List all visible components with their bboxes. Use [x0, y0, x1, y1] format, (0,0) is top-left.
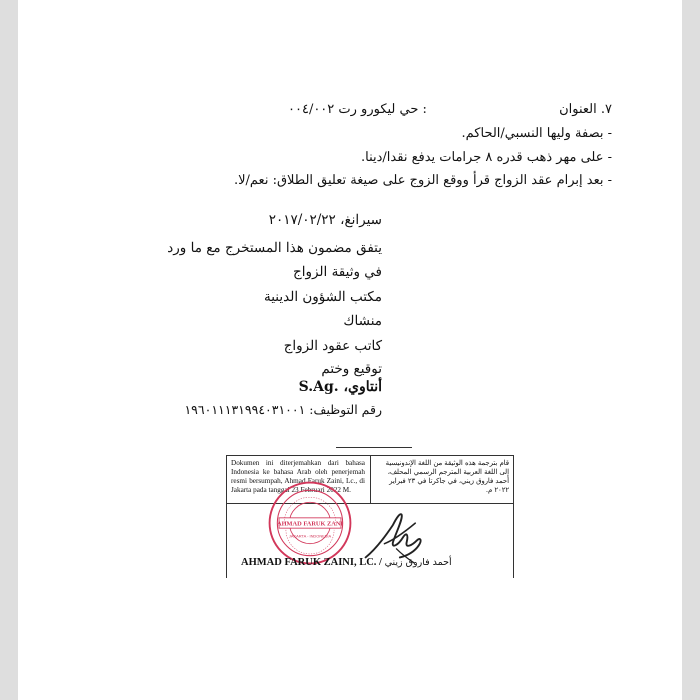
address-label: ٧. العنوان [559, 102, 612, 117]
employee-id: رقم التوظيف: ١٩٦٠١١١٣١٩٩٤٠٣١٠٠١ [184, 402, 382, 417]
condition-dowry: - على مهر ذهب قدره ٨ جرامات يدفع نقدا/دينا. [361, 150, 612, 165]
office-name: مكتب الشؤون الدينية [263, 289, 382, 305]
official-name: أنتاوي، .S.Ag [298, 379, 382, 395]
translator-stamp [267, 480, 353, 566]
certification-text-latin: Dokumen ini diterjemahkan dari bahasa Indonesia ke bahasa Arab oleh penerjemah resmi bersumpah, Ahmad Faruk Zaini, Lc., di Jakarta pada tanggal 23 Februari 2022 M. [231, 459, 365, 494]
stamp-name: AHMAD FARUK ZANI [277, 520, 343, 528]
translator-name-line [241, 557, 452, 568]
stamp-city: JAKARTA - INDONESIA [288, 533, 332, 539]
address-value: : حي ليكورو رت ٠٠٤/٠٠٢ [288, 102, 427, 117]
condition-guardian: - بصفة وليها النسبي/الحاكم. [461, 126, 612, 141]
condition-divorce-clause: - بعد إبرام عقد الزواج قرأ ووقع الزوج على صيغة تعليق الطلاق: نعم/لا. [233, 173, 612, 188]
translator-certification-box [226, 455, 514, 578]
document-page [18, 0, 682, 700]
translator-name-arabic: أحمد فاروق زيني [384, 557, 452, 568]
place-date: سيرانغ، ٢٠١٧/٠٢/٢٢ [268, 212, 382, 228]
column-divider [370, 456, 371, 503]
certification-line: في وثيقة الزواج [292, 264, 382, 280]
separator-line [336, 447, 412, 448]
certification-line: يتفق مضمون هذا المستخرج مع ما ورد [167, 240, 382, 256]
office-location: منشاك [343, 313, 382, 329]
certification-text-arabic: قام بترجمة هذه الوثيقة من اللغة الإندونيسية إلى اللغة العربية المترجم الرسمي المحلف، أحمد فاروق زيني، في جاكرتا في ٢٣ فبراير ٢٠٢٢ م. [385, 459, 509, 494]
translator-name-latin: AHMAD FARUK ZAINI, LC. / [241, 557, 382, 568]
official-title: كاتب عقود الزواج [283, 338, 382, 354]
sign-and-seal-label: توقيع وختم [321, 361, 382, 377]
